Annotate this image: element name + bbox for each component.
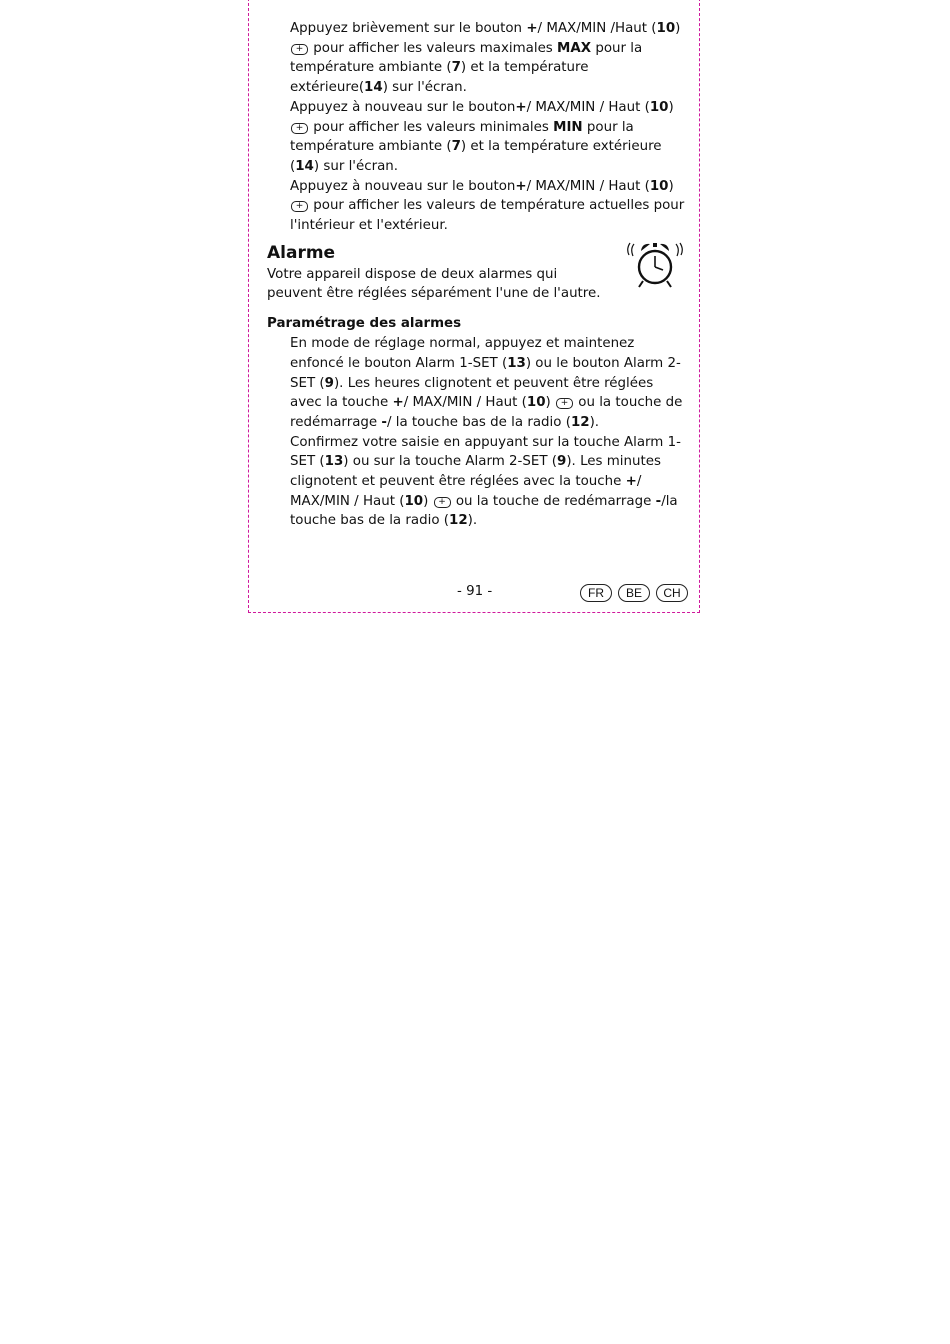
text: ) et la température extérieure(: [290, 60, 589, 96]
text-bold: 12: [449, 513, 468, 529]
text-bold: 14: [295, 158, 314, 174]
country-badge-be: BE: [618, 584, 650, 602]
text-bold: 10: [649, 99, 669, 115]
text: ) sur l'écran.: [382, 80, 467, 96]
text: Appuyez à nouveau sur le bouton: [290, 178, 516, 194]
text-bold: -: [655, 493, 662, 509]
text: / MAX/MIN / Haut (: [526, 99, 650, 115]
text: ): [668, 99, 674, 115]
text-bold: 14: [364, 80, 383, 96]
text-bold: 10: [526, 395, 546, 411]
text: ). Les minutes clignotent et peuvent être réglées avec la touche: [290, 454, 661, 490]
text-bold: +: [515, 99, 527, 115]
plus-key-icon: +: [556, 398, 573, 409]
text: ).: [589, 414, 600, 430]
text: ).: [467, 513, 478, 529]
text-bold: 9: [324, 375, 334, 391]
text: Confirmez votre saisie en appuyant sur la touche Alarm 1-SET (: [290, 434, 681, 470]
text: ) ou le bouton Alarm 2-SET (: [290, 355, 681, 391]
text-bold: 10: [649, 178, 669, 194]
text: pour afficher les valeurs de température actuelles pour l'intérieur et l'extérieur.: [290, 198, 685, 234]
text-bold: -: [381, 414, 387, 430]
plus-key-icon: +: [434, 497, 451, 508]
text: / MAX/MIN / Haut (: [526, 178, 650, 194]
country-badges: [580, 584, 688, 602]
text: Appuyez brièvement sur le bouton: [290, 21, 527, 36]
text: pour la température ambiante (: [290, 40, 643, 76]
paragraph-max-values: [267, 19, 685, 98]
text: / MAX/MIN /Haut (: [537, 21, 657, 36]
text: ou la touche de redémarrage: [451, 493, 656, 509]
text-bold: +: [625, 474, 637, 490]
plus-key-icon: +: [291, 201, 308, 212]
text-bold: 7: [451, 139, 461, 155]
text-bold: MIN: [553, 119, 583, 135]
text-bold: 10: [656, 21, 676, 36]
text-bold: 9: [557, 454, 567, 470]
text-bold: MAX: [557, 40, 592, 56]
text-bold: 12: [570, 414, 590, 430]
manual-page: [248, 0, 700, 613]
plus-key-icon: +: [291, 123, 308, 134]
text: /la touche bas de la radio (: [290, 493, 678, 529]
alarm-intro-text: Votre appareil dispose de deux alarmes qui peuvent être réglées séparément l'une de l'autre.: [267, 266, 601, 302]
text: / MAX/MIN / Haut (: [403, 395, 527, 411]
text-bold: 13: [507, 355, 526, 371]
text: ): [675, 21, 681, 36]
alarm-clock-icon: [625, 241, 685, 291]
text: pour la température ambiante (: [290, 119, 634, 155]
text: pour afficher les valeurs maximales: [309, 40, 558, 56]
paragraph-alarm-minutes: [267, 433, 685, 532]
text: / la touche bas de la radio (: [386, 414, 571, 430]
paragraph-alarm-hours: [267, 334, 685, 433]
text: ) sur l'écran.: [313, 158, 399, 174]
paragraph-current-values: [267, 177, 685, 236]
subheading-alarm-settings: Paramétrage des alarmes: [267, 316, 462, 332]
text: ) ou sur la touche Alarm 2-SET (: [343, 454, 557, 470]
country-badge-ch: CH: [656, 584, 688, 602]
text-bold: +: [526, 21, 538, 36]
page-footer: [249, 584, 701, 606]
text-bold: 7: [451, 60, 461, 76]
text: En mode de réglage normal, appuyez et maintenez enfoncé le bouton Alarm 1-SET (: [290, 336, 635, 371]
text: ). Les heures clignotent et peuvent être réglées avec la touche: [290, 375, 654, 411]
country-badge-fr: FR: [580, 584, 612, 602]
text: / MAX/MIN / Haut (: [290, 474, 642, 509]
text: ): [668, 178, 674, 194]
text-bold: 10: [404, 493, 424, 509]
text-bold: 13: [324, 454, 344, 470]
paragraph-min-values: [267, 98, 685, 177]
page-content: [267, 19, 685, 531]
text: Appuyez à nouveau sur le bouton: [290, 99, 516, 115]
text: ): [423, 493, 433, 509]
text: ou la touche de redémarrage: [290, 395, 683, 430]
text-bold: +: [515, 178, 527, 194]
section-heading-alarm: Alarme: [267, 242, 336, 263]
plus-key-icon: +: [291, 44, 308, 55]
text: pour afficher les valeurs minimales: [309, 119, 554, 135]
text: ) et la température extérieure (: [290, 139, 662, 174]
page-number: - 91 -: [457, 584, 493, 599]
text: ): [545, 395, 556, 411]
text-bold: +: [392, 395, 404, 411]
